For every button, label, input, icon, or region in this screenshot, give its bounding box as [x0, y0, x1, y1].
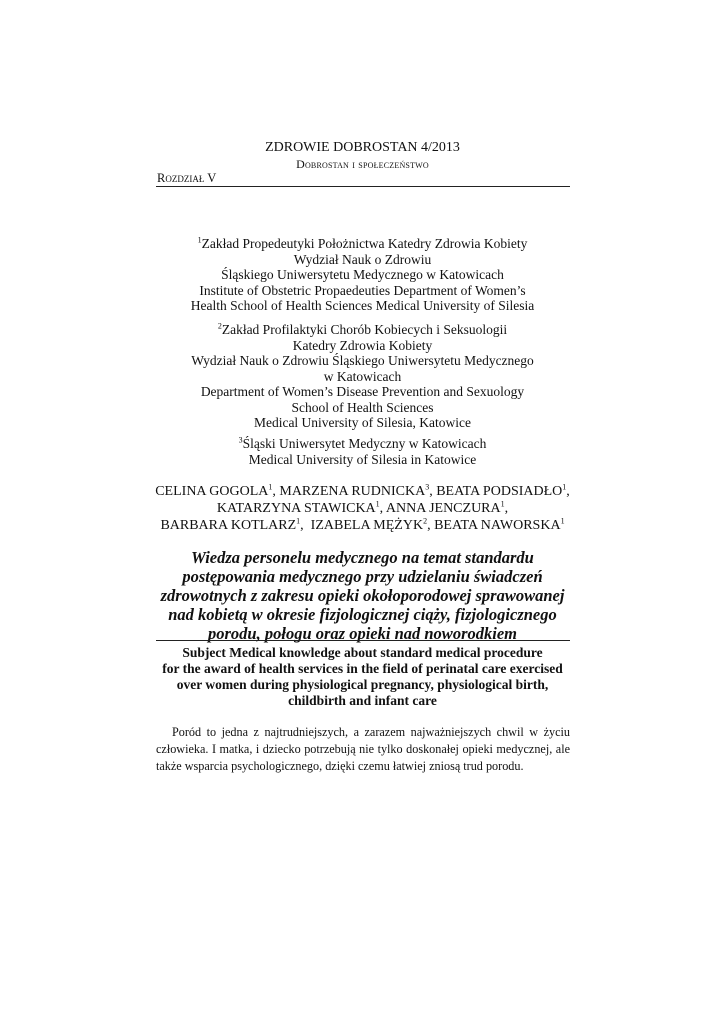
- author-name: MARZENA RUDNICKA: [279, 484, 426, 499]
- author-name: KATARZYNA STAWICKA: [216, 501, 376, 516]
- author-name: IZABELA MĘŻYK: [310, 518, 424, 533]
- author-line: BARBARA KOTLARZ$^1$, IZABELA MĘŻYK$^2$, BEATA NAWORSKA$^1$: [160, 516, 565, 533]
- affiliation-3: [0, 436, 725, 467]
- affiliation-line: Medical University of Silesia in Katowice: [248, 451, 477, 467]
- affiliation-1: [0, 236, 725, 314]
- author-affiliation: 1: [296, 516, 301, 526]
- title-line: for the award of health services in the field of perinatal care exercised: [162, 661, 563, 676]
- affiliation-line: $^2$Zakład Profilaktyki Chorób Kobiecych i Seksuologii: [217, 321, 508, 337]
- affiliation-line: Wydział Nauk o Zdrowiu: [293, 251, 432, 267]
- title-divider: [156, 640, 570, 641]
- affiliation-line: $^1$Zakład Propedeutyki Położnictwa Katedry Zdrowia Kobiety: [197, 235, 528, 251]
- article-title-english: [0, 645, 725, 709]
- affiliation-line: w Katowicach: [323, 368, 402, 384]
- affiliation-line: Institute of Obstetric Propaedeuties Department of Women’s: [199, 282, 526, 298]
- author-name: BARBARA KOTLARZ: [160, 518, 297, 533]
- title-line: porodu, połogu oraz opieki nad noworodkiem: [208, 624, 517, 643]
- title-line: zdrowotnych z zakresu opieki okołoporodowej sprawowanej: [160, 586, 565, 605]
- article-title-polish: [0, 548, 725, 643]
- affiliation-line: School of Health Sciences: [291, 399, 434, 415]
- affiliation-line: Katedry Zdrowia Kobiety: [292, 337, 433, 353]
- journal-title: ZDROWIE DOBROSTAN 4/2013: [265, 140, 460, 155]
- affiliation-line: Department of Women’s Disease Prevention and Sexuology: [200, 384, 525, 399]
- title-line: postępowania medycznego przy udzielaniu świadczeń: [182, 567, 543, 586]
- title-line: Wiedza personelu medycznego na temat standardu: [191, 548, 534, 567]
- affiliation-line: Śląskiego Uniwersytetu Medycznego w Katowicach: [221, 267, 504, 282]
- paragraph-text: Poród to jedna z najtrudniejszych, a zarazem najważniejszych chwil w życiu człowieka. I matka, i dziecko potrzebują nie tylko doskonałej opieki medycznej, ale także wsparcia psychologicznego, dzięki czemu łatwiej zniosą trud porodu.: [156, 725, 570, 773]
- body-paragraph: [156, 724, 570, 775]
- affiliation-marker: 2: [217, 321, 222, 331]
- author-affiliation: 1: [562, 482, 567, 492]
- author-affiliation: 1: [268, 482, 273, 492]
- affiliation-line: Wydział Nauk o Zdrowiu Śląskiego Uniwersytetu Medycznego: [191, 353, 534, 368]
- affiliation-marker: 1: [197, 235, 202, 245]
- affiliation-line: $^3$Śląski Uniwersytet Medyczny w Katowicach: [238, 435, 487, 451]
- title-line: nad kobietą w okresie fizjologicznej ciąży, fizjologicznego: [168, 605, 557, 624]
- header-divider: [156, 186, 570, 187]
- title-line: childbirth and infant care: [288, 693, 437, 708]
- affiliation-2: [0, 322, 725, 431]
- title-line: Subject Medical knowledge about standard medical procedure: [182, 645, 543, 660]
- author-name: CELINA GOGOLA: [155, 484, 269, 499]
- author-line: KATARZYNA STAWICKA$^1$, ANNA JENCZURA$^1$,: [216, 499, 509, 516]
- author-affiliation: 1: [560, 516, 565, 526]
- author-affiliation: 1: [500, 499, 505, 509]
- author-affiliation: 1: [375, 499, 380, 509]
- affiliation-line: Medical University of Silesia, Katowice: [253, 415, 472, 430]
- author-name: BEATA PODSIADŁO: [436, 484, 563, 499]
- author-name: ANNA JENCZURA: [385, 501, 501, 516]
- author-affiliation: 3: [425, 482, 430, 492]
- author-line: CELINA GOGOLA$^1$, MARZENA RUDNICKA$^3$, BEATA PODSIADŁO$^1$,: [155, 482, 570, 499]
- title-line: over women during physiological pregnancy, physiological birth,: [176, 677, 549, 692]
- author-list: [0, 483, 725, 534]
- affiliation-line: Health School of Health Sciences Medical University of Silesia: [190, 298, 535, 313]
- author-affiliation: 2: [423, 516, 428, 526]
- affiliation-marker: 3: [238, 435, 243, 445]
- chapter-label: Rozdział V: [157, 171, 217, 185]
- section-title: Dobrostan i społeczeństwo: [296, 157, 429, 171]
- author-name: BEATA NAWORSKA: [434, 518, 561, 533]
